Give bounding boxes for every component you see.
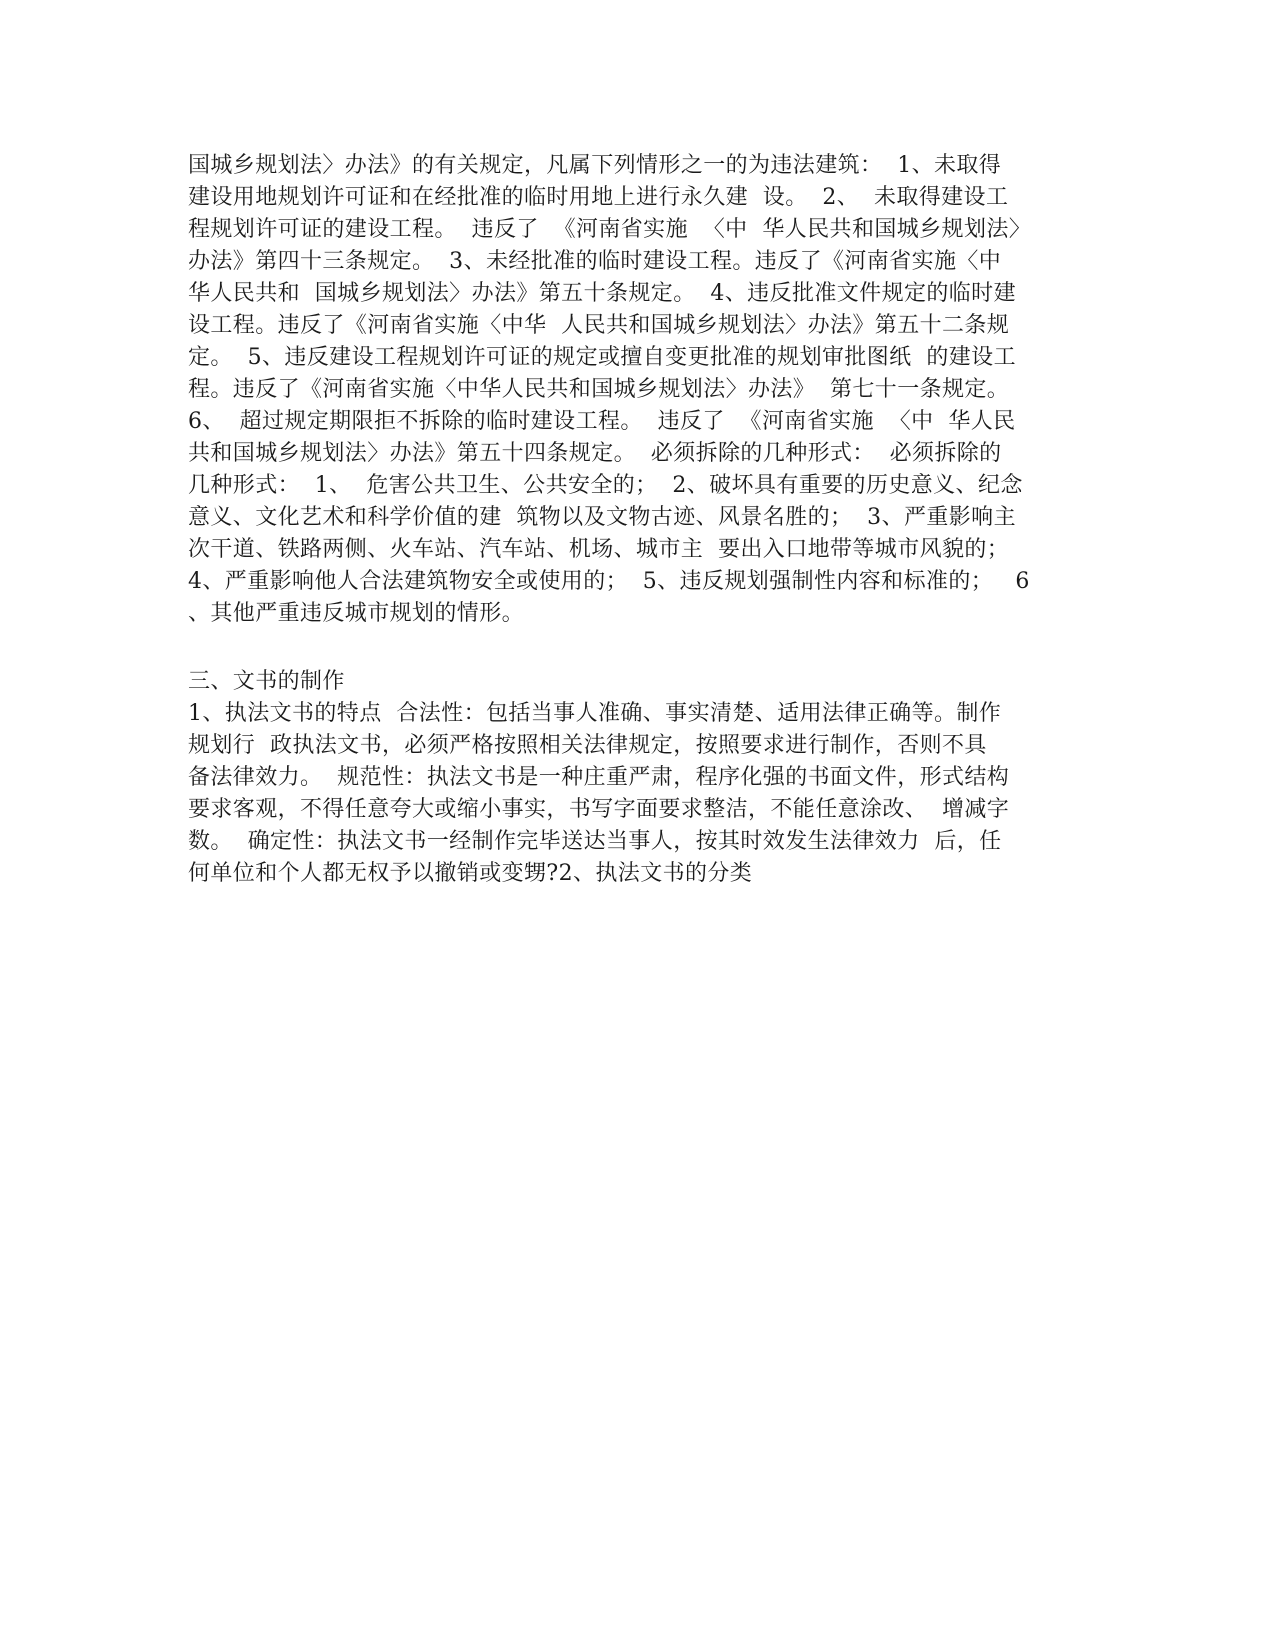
text-line: 程。违反了《河南省实施〈中华人民共和国城乡规划法〉办法》 第七十一条规定。 [188,377,1010,402]
text-line: 1、执法文书的特点 合法性：包括当事人准确、事实清楚、适用法律正确等。制作 [188,701,1002,726]
text-line: 设工程。违反了《河南省实施〈中华 人民共和国城乡规划法〉办法》第五十二条规 [188,313,1010,338]
text-line: 次干道、铁路两侧、火车站、汽车站、机场、城市主 要出入口地带等城市风貌的； [188,537,1010,562]
text-line: 要求客观，不得任意夸大或缩小事实，书写字面要求整洁，不能任意涂改、 增减字 [188,797,1010,822]
text-line: 程规划许可证的建设工程。 违反了 《河南省实施 〈中 华人民共和国城乡规划法〉 [188,217,1032,242]
text-line: 华人民共和 国城乡规划法〉办法》第五十条规定。 4、违反批准文件规定的临时建 [188,281,1016,306]
text-line: 、其他严重违反城市规划的情形。 [188,601,525,626]
text-line: 备法律效力。 规范性：执法文书是一种庄重严肃，程序化强的书面文件，形式结构 [188,765,1010,790]
text-line: 国城乡规划法〉办法》的有关规定，凡属下列情形之一的为违法建筑： 1、未取得 [188,153,1002,178]
paragraph-illegal-building-rules [188,150,1100,630]
text-line: 6、 超过规定期限拒不拆除的临时建设工程。 违反了 《河南省实施 〈中 华人民 [188,409,1016,434]
section-heading: 三、文书的制作 [188,669,345,694]
text-line: 建设用地规划许可证和在经批准的临时用地上进行永久建 设。 2、 未取得建设工 [188,185,1009,210]
text-line: 何单位和个人都无权予以撤销或变甥?2、执法文书的分类 [188,861,753,886]
text-line: 4、严重影响他人合法建筑物安全或使用的； 5、违反规划强制性内容和标准的； 6 [188,569,1030,594]
text-line: 意义、文化艺术和科学价值的建 筑物以及文物古迹、风景名胜的； 3、严重影响主 [188,505,1016,530]
text-line: 办法》第四十三条规定。 3、未经批准的临时建设工程。违反了《河南省实施〈中 [188,249,1002,274]
text-line: 数。 确定性：执法文书一经制作完毕送达当事人，按其时效发生法律效力 后，任 [188,829,1002,854]
text-line: 规划行 政执法文书，必须严格按照相关法律规定，按照要求进行制作，否则不具 [188,733,987,758]
paragraph-document-preparation [188,666,1100,890]
text-line: 共和国城乡规划法〉办法》第五十四条规定。 必须拆除的几种形式： 必须拆除的 [188,441,1002,466]
text-line: 几种形式： 1、 危害公共卫生、公共安全的； 2、破坏具有重要的历史意义、纪念 [188,473,1023,498]
text-line: 定。 5、违反建设工程规划许可证的规定或擅自变更批准的规划审批图纸 的建设工 [188,345,1016,370]
